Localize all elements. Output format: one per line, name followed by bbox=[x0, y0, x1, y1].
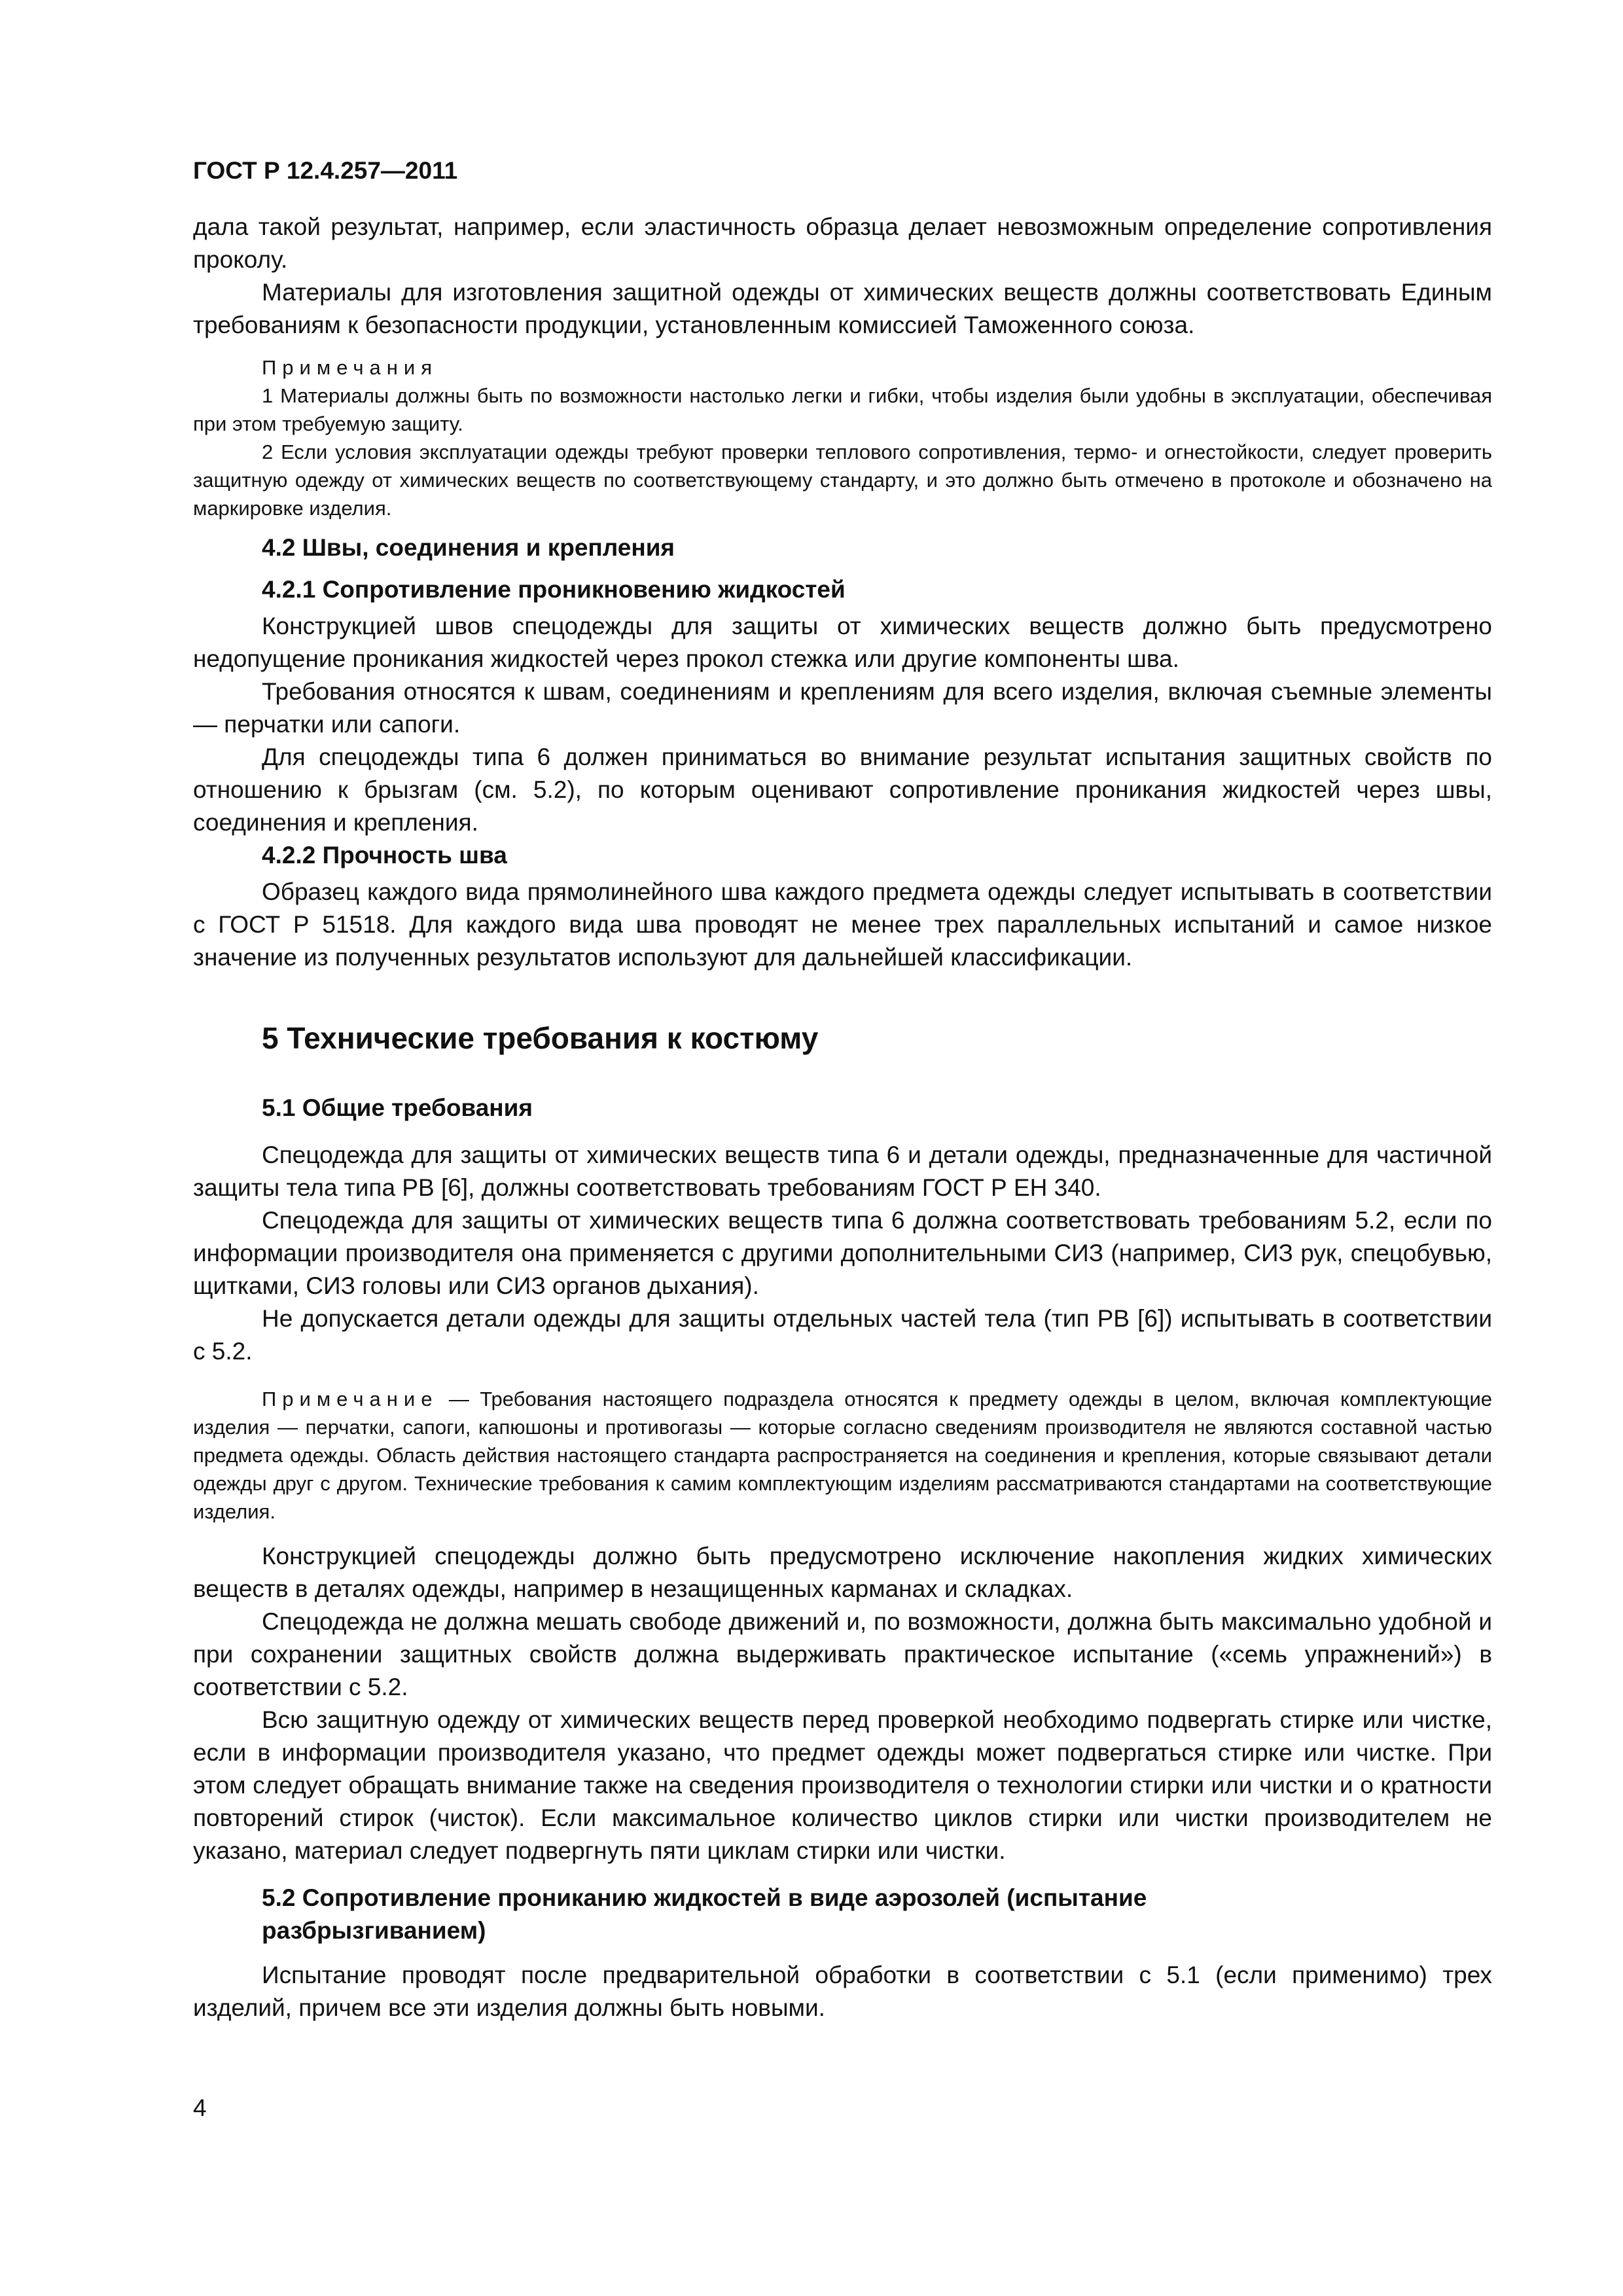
note-label: Примечание bbox=[262, 1388, 438, 1410]
notes-block bbox=[193, 353, 1492, 522]
section-5-1-p1: Спецодежда для защиты от химических веществ типа 6 и детали одежды, предназначенные для частичной защиты тела типа PB [6], должны соответствовать требованиям ГОСТ Р ЕН 340. bbox=[193, 1141, 1492, 1201]
section-4-2-1-p1: Конструкцией швов спецодежды для защиты от химических веществ должно быть предусмотрено недопущение проникания жидкостей через прокол стежка или другие компоненты шва. bbox=[193, 613, 1492, 672]
section-4-2-1-p2: Требования относятся к швам, соединениям и креплениям для всего изделия, включая съемные элементы — перчатки или сапоги. bbox=[193, 678, 1492, 738]
page-number: 4 bbox=[193, 2094, 207, 2121]
section-5-2-heading: 5.2 Сопротивление прониканию жидкостей в виде аэрозолей (испытание разбрызгиванием) bbox=[262, 1884, 1147, 1944]
section-4-2-1-p3: Для спецодежды типа 6 должен приниматься во внимание результат испытания защитных свойств по отношению к брызгам (см. 5.2), по которым оценивают сопротивление проникания жидкостей через швы, соединения и крепления. bbox=[193, 744, 1492, 836]
section-4-2-2-heading: 4.2.2 Прочность шва bbox=[262, 842, 507, 869]
notes-title: Примечания bbox=[262, 356, 438, 379]
note-1: 1 Материалы должны быть по возможности настолько легки и гибки, чтобы изделия были удобны в эксплуатации, обеспечивая при этом требуемую защиту. bbox=[193, 384, 1492, 435]
section-5-1-p5: Спецодежда не должна мешать свободе движений и, по возможности, должна быть максимально удобной и при сохранении защитных свойств должна выдерживать практическое испытание («семь упражнений») в соответствии с 5.2. bbox=[193, 1608, 1492, 1700]
section-5-1-p3: Не допускается детали одежды для защиты отдельных частей тела (тип PB [6]) испытывать в соответствии с 5.2. bbox=[193, 1305, 1492, 1365]
paragraph-continued: дала такой результат, например, если эластичность образца делает невозможным определение сопротивления проколу. bbox=[193, 213, 1492, 273]
section-5-2-p1: Испытание проводят после предварительной обработки в соответствии с 5.1 (если применимо) трех изделий, причем все эти изделия должны быть новыми. bbox=[193, 1962, 1492, 2021]
note-2: 2 Если условия эксплуатации одежды требуют проверки теплового сопротивления, термо- и огнестойкости, следует проверить защитную одежду от химических веществ по соответствующему стандарту, и это должно быть отмечено в протоколе и обозначено на маркировке изделия. bbox=[193, 440, 1492, 520]
section-4-2-2-p1: Образец каждого вида прямолинейного шва каждого предмета одежды следует испытывать в соответствии с ГОСТ Р 51518. Для каждого вида шва проводят не менее трех параллельных испытаний и самое низкое значение из полученных результатов используют для дальнейшей классификации. bbox=[193, 878, 1492, 971]
section-5-1-p6: Всю защитную одежду от химических веществ перед проверкой необходимо подвергать стирке или чистке, если в информации производителя указано, что предмет одежды может подвергаться стирке или чистке. При этом следует обращать внимание также на сведения производителя о технологии стирки или чистки и о кратности повторений стирок (чисток). Если максимальное количество циклов стирки или чистки производителем не указано, материал следует подвергнуть пяти циклам стирки или чистки. bbox=[193, 1706, 1492, 1864]
section-4-2-1-heading: 4.2.1 Сопротивление проникновению жидкостей bbox=[262, 576, 846, 603]
section-5-1-p2: Спецодежда для защиты от химических веществ типа 6 должна соответствовать требованиям 5.2, если по информации производителя она применяется с другими дополнительными СИЗ (например, СИЗ рук, спецобувью, щитками, СИЗ головы или СИЗ органов дыхания). bbox=[193, 1207, 1492, 1299]
document-page bbox=[193, 157, 1492, 2024]
document-header: ГОСТ Р 12.4.257—2011 bbox=[193, 157, 458, 184]
paragraph-materials: Материалы для изготовления защитной одежды от химических веществ должны соответствовать Единым требованиям к безопасности продукции, установленным комиссией Таможенного союза. bbox=[193, 279, 1492, 338]
section-4-2-heading: 4.2 Швы, соединения и крепления bbox=[262, 534, 675, 561]
section-5-1-note bbox=[193, 1385, 1492, 1526]
section-5-1-heading: 5.1 Общие требования bbox=[262, 1094, 533, 1121]
section-5-heading: 5 Технические требования к костюму bbox=[262, 1021, 819, 1055]
section-5-1-p4: Конструкцией спецодежды должно быть предусмотрено исключение накопления жидких химических веществ в деталях одежды, например в незащищенных карманах и складках. bbox=[193, 1543, 1492, 1602]
note-text: — Требования настоящего подраздела относятся к предмету одежды в целом, включая комплектующие изделия — перчатки, сапоги, капюшоны и противогазы — которые согласно сведениям производителя не являются составной частью предмета одежды. Область действия настоящего стандарта распространяется на соединения и крепления, которые связывают детали одежды друг с другом. Технические требования к самим комплектующим изделиям рассматриваются стандартами на соответствующие изделия. bbox=[193, 1388, 1492, 1523]
